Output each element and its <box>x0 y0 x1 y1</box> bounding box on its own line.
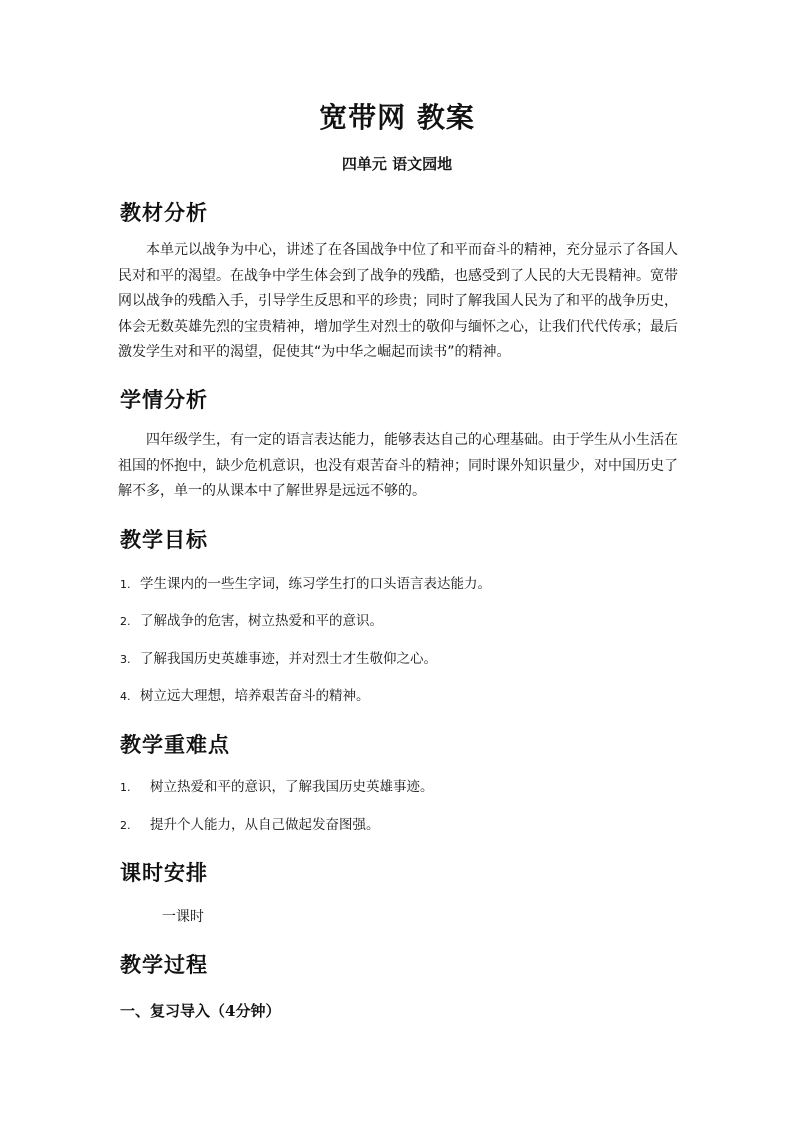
list-number: 1. <box>120 781 131 794</box>
list-text: 了解战争的危害，树立热爱和平的意识。 <box>140 613 383 629</box>
heading-schedule: 课时安排 <box>120 861 208 885</box>
heading-goals: 教学目标 <box>120 528 208 552</box>
schedule-text: 一课时 <box>162 909 204 925</box>
heading-process: 教学过程 <box>120 953 208 977</box>
heading-students: 学情分析 <box>120 388 208 412</box>
list-number: 2. <box>120 615 131 628</box>
heading-keypoints: 教学重难点 <box>120 733 230 757</box>
list-number: 1. <box>120 578 131 591</box>
list-item <box>120 686 370 707</box>
list-item <box>120 649 437 670</box>
list-item <box>120 815 380 836</box>
list-item <box>120 611 383 632</box>
list-text: 了解我国历史英雄事迹，并对烈士才生敬仰之心。 <box>140 651 437 667</box>
paragraph-analysis: 本单元以战争为中心，讲述了在各国战争中位了和平而奋斗的精神，充分显示了各国人民对和平的渴望。在战争中学生体会到了战争的残酷，也感受到了人民的大无畏精神。宽带网以战争的残酷入手，引导学生反思和平的珍贵；同时了解我国人民为了和平的战争历史，体会无数英雄先烈的宝贵精神，增加学生对烈士的敬仰与缅怀之心，让我们代代传承；最后激发学生对和平的渴望，促使其“为中华之崛起而读书”的精神。 <box>118 242 678 360</box>
document-subtitle: 四单元 语文园地 <box>341 155 453 173</box>
list-number: 2. <box>120 819 131 832</box>
list-number: 3. <box>120 653 131 666</box>
list-text: 树立远大理想，培养艰苦奋斗的精神。 <box>140 688 370 704</box>
document-title: 宽带网 教案 <box>319 101 475 134</box>
paragraph-students: 四年级学生，有一定的语言表达能力，能够表达自己的心理基础。由于学生从小生活在祖国的怀抱中，缺少危机意识，也没有艰苦奋斗的精神；同时课外知识量少，对中国历史了解不多，单一的从课本中了解世界是远远不够的。 <box>118 432 678 499</box>
process-step-1: 一、复习导入（4分钟） <box>120 1002 281 1020</box>
list-number: 4. <box>120 690 131 703</box>
list-item <box>120 777 434 798</box>
list-item <box>120 574 491 595</box>
list-text: 树立热爱和平的意识，了解我国历史英雄事迹。 <box>150 779 434 795</box>
list-text: 提升个人能力，从自己做起发奋图强。 <box>150 817 380 833</box>
heading-analysis: 教材分析 <box>120 201 208 225</box>
list-text: 学生课内的一些生字词，练习学生打的口头语言表达能力。 <box>140 576 491 592</box>
